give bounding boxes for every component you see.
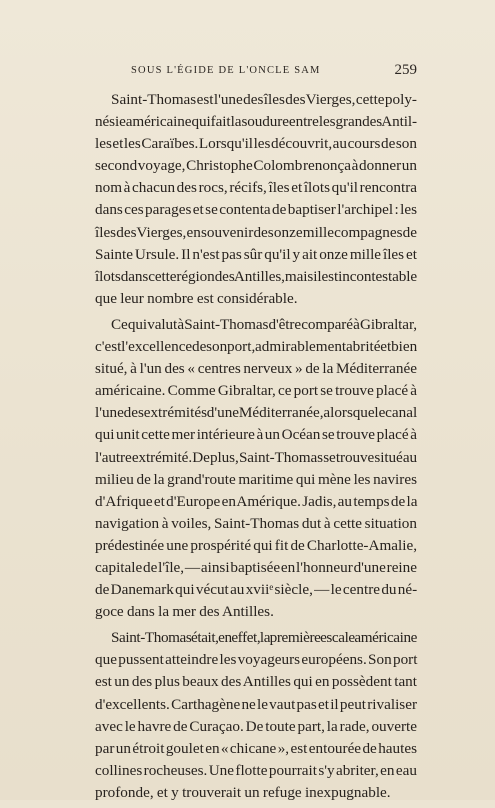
text-line: de Danemark qui vécut au xviiᵉ siècle, — le centre du né- — [95, 581, 418, 599]
text-line: collines rocheuses. Une flotte pourrait s'y abriter, en eau — [95, 761, 417, 779]
text-line: Sainte Ursule. Il n'est pas sûr qu'il y ait onze mille îles et — [95, 245, 417, 263]
text-line: avec le havre de Curaçao. De toute part, la rade, ouverte — [95, 717, 417, 735]
text-line: Saint-Thomas était, en effet, la première escale américaine — [111, 629, 417, 647]
text-line: est un des plus beaux des Antilles qui en possèdent tant — [95, 673, 417, 691]
text-line: milieu de la grand'route maritime qui mène les navires — [95, 470, 417, 488]
running-title: SOUS L'ÉGIDE DE L'ONCLE SAM — [131, 65, 321, 76]
text-line: d'Afrique et d'Europe en Amérique. Jadis, au temps de la — [95, 492, 418, 510]
text-line: nésie américaine qui fait la soudure entre les grandes Antil- — [95, 113, 417, 131]
text-line: nom à chacun des rocs, récifs, îles et îlots qu'il rencontra — [95, 179, 417, 197]
text-line: l'autre extrémité. De plus, Saint-Thomas se trouve situé au — [95, 448, 417, 466]
body-text — [95, 89, 417, 808]
text-line: qui unit cette mer intérieure à un Océan se trouve placé à — [95, 426, 417, 444]
text-line: prédestinée une prospérité qui fit de Charlotte-Amalie, — [95, 536, 417, 554]
text-line: îles des Vierges, en souvenir des onze mille compagnes de — [95, 223, 417, 241]
text-line: d'excellents. Carthagène ne le vaut pas et il peut rivaliser — [95, 695, 417, 713]
text-line: américaine. Comme Gibraltar, ce port se trouve placé à — [95, 382, 417, 400]
paragraph-2 — [95, 314, 417, 623]
text-line: dans ces parages et se contenta de baptiser l'archipel : les — [95, 201, 417, 219]
text-line: Ce qui valut à Saint-Thomas d'être comparé à Gibraltar, — [111, 315, 417, 333]
text-line: c'est l'excellence de son port, admirablement abrité et bien — [95, 338, 418, 356]
page-number: 259 — [394, 62, 417, 78]
text-line: Saint-Thomas est l'une des îles des Vierges, cette poly- — [111, 91, 417, 108]
text-line: navigation à voiles, Saint-Thomas dut à cette situation — [95, 514, 417, 532]
paragraph-1 — [95, 89, 417, 310]
text-line: goce dans la mer des Antilles. — [95, 603, 274, 621]
text-line: que leur nombre est considérable. — [95, 289, 298, 307]
text-line: îlots dans cette région des Antilles, mais il est incontestable — [95, 267, 417, 285]
paragraph-3 — [95, 627, 417, 804]
text-line: second voyage, Christophe Colomb renonça à donner un — [95, 157, 417, 175]
text-line: que pussent atteindre les voyageurs européens. Son port — [95, 651, 418, 669]
text-line: les et les Caraïbes. Lorsqu'il les découvrit, au cours de son — [95, 135, 417, 153]
text-line: situé, à l'un des « centres nerveux » de la Méditerranée — [95, 360, 417, 378]
text-line: profonde, et y trouverait un refuge inexpugnable. — [95, 783, 391, 801]
text-line: l'une des extrémités d'une Méditerranée, alors que le canal — [95, 404, 418, 422]
text-line: par un étroit goulet en « chicane », est entourée de hautes — [95, 739, 417, 757]
text-line: capitale de l'île, — ainsi baptisée en l'honneur d'une reine — [95, 558, 417, 576]
running-head — [95, 62, 417, 82]
